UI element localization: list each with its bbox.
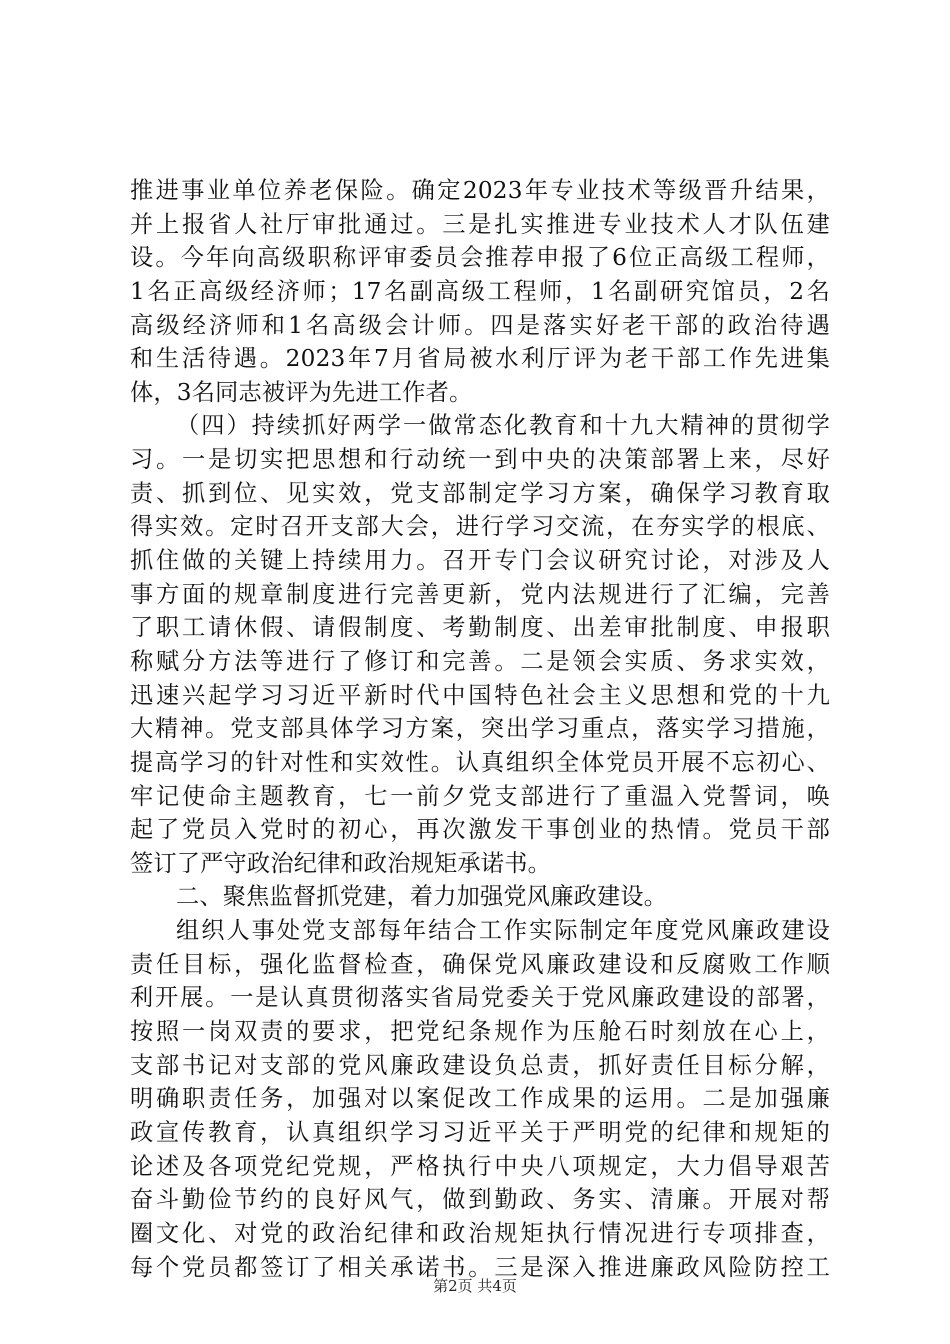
body-text bbox=[130, 174, 830, 1284]
text-line: （四）持续抓好两学一做常态化教育和十九大精神的贯彻学 bbox=[176, 412, 830, 440]
text-line: 责、抓到位、见实效，党支部制定学习方案，确保学习教育取 bbox=[130, 479, 830, 507]
text-line: 了职工请休假、请假制度、考勤制度、出差审批制度、申报职 bbox=[130, 614, 830, 642]
text-line: 和生活待遇。2023年7月省局被水利厅评为老干部工作先进集 bbox=[130, 345, 830, 373]
text-line: 推进事业单位养老保险。确定2023年专业技术等级晋升结果， bbox=[130, 177, 830, 204]
text-line: 组织人事处党支部每年结合工作实际制定年度党风廉政建设 bbox=[176, 917, 830, 945]
text-line: 1名正高级经济师；17名副高级工程师，1名副研究馆员，2名 bbox=[130, 277, 830, 305]
text-line: 提高学习的针对性和实效性。认真组织全体党员开展不忘初心、 bbox=[130, 748, 830, 776]
text-line: 起了党员入党时的初心，再次激发干事创业的热情。党员干部 bbox=[130, 816, 830, 844]
text-line: 事方面的规章制度进行完善更新，党内法规进行了汇编，完善 bbox=[130, 580, 830, 608]
text-line: 支部书记对支部的党风廉政建设负总责，抓好责任目标分解， bbox=[130, 1051, 830, 1079]
text-line: 圈文化、对党的政治纪律和政治规矩执行情况进行专项排查， bbox=[130, 1219, 830, 1247]
text-line: 责任目标，强化监督检查，确保党风廉政建设和反腐败工作顺 bbox=[130, 950, 830, 978]
text-line: 签订了严守政治纪律和政治规矩承诺书。 bbox=[130, 849, 551, 877]
text-line: 论述及各项党纪党规，严格执行中央八项规定，大力倡导艰苦 bbox=[130, 1152, 830, 1180]
text-line: 抓住做的关键上持续用力。召开专门会议研究讨论，对涉及人 bbox=[130, 547, 830, 575]
text-line: 习。一是切实把思想和行动统一到中央的决策部署上来，尽好 bbox=[130, 446, 830, 474]
text-line: 每个党员都签订了相关承诺书。三是深入推进廉政风险防控工 bbox=[130, 1253, 830, 1281]
text-line: 称赋分方法等进行了修订和完善。二是领会实质、务求实效， bbox=[130, 647, 830, 675]
text-line: 大精神。党支部具体学习方案，突出学习重点，落实学习措施， bbox=[130, 715, 830, 743]
text-line: 按照一岗双责的要求，把党纪条规作为压舱石时刻放在心上， bbox=[130, 1018, 830, 1046]
text-line: 设。今年向高级职称评审委员会推荐申报了6位正高级工程师， bbox=[130, 244, 830, 272]
text-line: 并上报省人社厅审批通过。三是扎实推进专业技术人才队伍建 bbox=[130, 210, 830, 238]
text-line: 体，3名同志被评为先进工作者。 bbox=[130, 378, 473, 406]
text-line: 高级经济师和1名高级会计师。四是落实好老干部的政治待遇 bbox=[130, 311, 830, 339]
page-footer: 第2页 共4页 bbox=[433, 1277, 517, 1295]
text-line: 利开展。一是认真贯彻落实省局党委关于党风廉政建设的部署， bbox=[130, 984, 830, 1012]
text-line: 政宣传教育，认真组织学习习近平关于严明党的纪律和规矩的 bbox=[130, 1118, 830, 1146]
text-line: 得实效。定时召开支部大会，进行学习交流，在夯实学的根底、 bbox=[130, 513, 830, 541]
section-heading: 二、聚焦监督抓党建，着力加强党风廉政建设。 bbox=[176, 883, 668, 911]
text-line: 明确职责任务，加强对以案促改工作成果的运用。二是加强廉 bbox=[130, 1085, 830, 1113]
text-line: 牢记使命主题教育，七一前夕党支部进行了重温入党誓词，唤 bbox=[130, 782, 830, 810]
text-line: 迅速兴起学习习近平新时代中国特色社会主义思想和党的十九 bbox=[130, 681, 830, 709]
text-line: 奋斗勤俭节约的良好风气，做到勤政、务实、清廉。开展对帮 bbox=[130, 1186, 830, 1214]
